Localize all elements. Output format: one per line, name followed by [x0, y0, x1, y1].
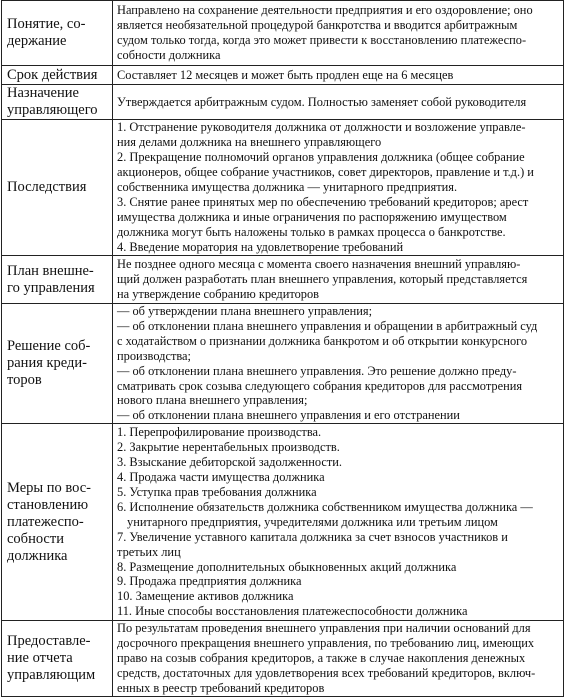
description-cell [113, 424, 564, 621]
description-cell [113, 1, 564, 66]
term-cell [2, 304, 113, 424]
term-line: держание [7, 33, 67, 49]
external-management-table [1, 0, 564, 697]
description-cell [113, 621, 564, 697]
term-cell [2, 1, 113, 66]
description-line: Составляет 12 месяцев и может быть продлен еще на 6 месяцев [117, 67, 454, 82]
description-line: 3. Снятие ранее принятых мер по обеспечению требований кредиторов; арест [117, 194, 529, 209]
description-line: нового плана внешнего управления; [117, 393, 308, 408]
term-line: управляющим [7, 667, 96, 684]
description-line: Утверждается арбитражным судом. Полностью заменяет собой руководителя [117, 94, 527, 109]
table-row-concept [2, 1, 564, 66]
description-line: 5. Уступка прав требования должника [117, 484, 317, 499]
description-line: 8. Размещение дополнительных обыкновенных акций должника [117, 559, 457, 574]
table-row-creditors-decision [2, 304, 564, 424]
description-line: имущества должника и иные ограничения по распоряжению имуществом [117, 209, 507, 224]
description-line: акционеров, общее собрание участников, совет директоров, правление и т.д.) и [117, 165, 534, 180]
description-line: По результатам проведения внешнего управления при наличии оснований для [117, 621, 531, 636]
term-cell [2, 120, 113, 256]
term-line: го управления [7, 279, 95, 296]
term-line: платежеспо- [7, 513, 84, 530]
description-line: 2. Прекращение полномочий органов управления должника (общее собрание [117, 150, 525, 165]
term-line: должника [7, 547, 68, 564]
description-cell [113, 120, 564, 256]
description-cell [113, 66, 564, 85]
term-line: ние отчета [7, 650, 73, 667]
term-line: Предоставле- [7, 633, 91, 650]
description-line: с ходатайством о признании должника банкротом и об открытии конкурсного [117, 333, 528, 348]
table-row-report [2, 621, 564, 697]
table-row-duration [2, 66, 564, 85]
term-line: Последствия [7, 179, 87, 195]
description-line: производства; [117, 348, 191, 363]
description-line: является необязательной процедурой банкротства и вводится арбитражным [117, 18, 518, 33]
description-line: должника могут быть наложены только в рамках процесса о банкротстве. [117, 224, 506, 239]
description-line: 2. Закрытие нерентабельных производств. [117, 440, 340, 455]
description-line: право на созыв собрания кредиторов, а также в случае накопления денежных [117, 651, 526, 666]
description-line: — об отклонении плана внешнего управления и его отстранении [117, 408, 460, 423]
term-line: рания креди- [7, 355, 88, 372]
table-row-recovery-measures [2, 424, 564, 621]
term-line: Назначение [7, 85, 79, 101]
description-line: унитарного предприятия, учредителями должника или третьим лицом [127, 514, 498, 529]
description-line: досрочного прекращения внешнего управления, по требованию лиц, имеющих [117, 636, 535, 651]
description-line: 11. Иные способы восстановления платежеспособности должника [117, 604, 468, 619]
description-line: сматривать срок созыва следующего собрания кредиторов для рассмотрения [117, 378, 523, 393]
table-row-consequences [2, 120, 564, 256]
description-line: средств, достаточных для удовлетворения всех требований кредиторов, включ- [117, 666, 536, 681]
description-cell [113, 85, 564, 120]
term-cell [2, 85, 113, 120]
description-line: енных в реестр требований кредиторов [117, 681, 325, 696]
description-line: третьих лиц [117, 544, 181, 559]
description-line: 6. Исполнение обязательств должника собственником имущества должника — [117, 499, 533, 514]
term-cell [2, 256, 113, 304]
term-line: Меры по вос- [7, 479, 92, 496]
description-line: 4. Введение моратория на удовлетворение требований [117, 239, 404, 254]
term-line: Понятие, со- [7, 16, 86, 32]
description-line: собности должника [117, 47, 221, 62]
term-line: Срок действия [7, 66, 98, 83]
description-line: 10. Замещение активов должника [117, 589, 294, 604]
term-cell [2, 66, 113, 85]
description-line: — об отклонении плана внешнего управления и обращении в арбитражный суд [117, 318, 538, 333]
description-cell [113, 256, 564, 304]
description-line: 1. Перепрофилирование производства. [117, 425, 322, 440]
term-cell [2, 621, 113, 697]
description-line: 9. Продажа предприятия должника [117, 574, 302, 589]
table-row-plan [2, 256, 564, 304]
description-line: ния делами должника на внешнего управляющего [117, 135, 382, 150]
term-line: План внешне- [7, 262, 94, 279]
description-cell [113, 304, 564, 424]
description-line: 7. Увеличение уставного капитала должника за счет взносов участников и [117, 529, 508, 544]
description-line: 1. Отстранение руководителя должника от должности и возложение управле- [117, 120, 526, 135]
description-line: 4. Продажа части имущества должника [117, 470, 325, 485]
table-row-appointment [2, 85, 564, 120]
description-line: Направлено на сохранение деятельности предприятия и его оздоровление; оно [117, 3, 533, 18]
description-line: собственника имущества должника — унитарного предприятия. [117, 180, 458, 195]
description-line: щий должен разработать план внешнего управления, который представляется [117, 272, 528, 287]
term-line: Решение соб- [7, 338, 91, 355]
term-line: собности [7, 530, 64, 547]
description-line: судом только тогда, когда это может привести к восстановлению платежеспо- [117, 33, 527, 47]
description-line: Не позднее одного месяца с момента своего назначения внешний управляю- [117, 257, 521, 272]
description-line: — об отклонении плана внешнего управления. Это решение должно преду- [117, 363, 517, 378]
description-line: — об утверждении плана внешнего управления; [117, 304, 373, 318]
term-line: торов [7, 372, 42, 389]
description-line: на утверждение собранию кредиторов [117, 286, 320, 301]
term-line: становлению [7, 496, 89, 513]
term-cell [2, 424, 113, 621]
term-line: управляющего [7, 102, 98, 118]
description-line: 3. Взыскание дебиторской задолженности. [117, 455, 342, 470]
